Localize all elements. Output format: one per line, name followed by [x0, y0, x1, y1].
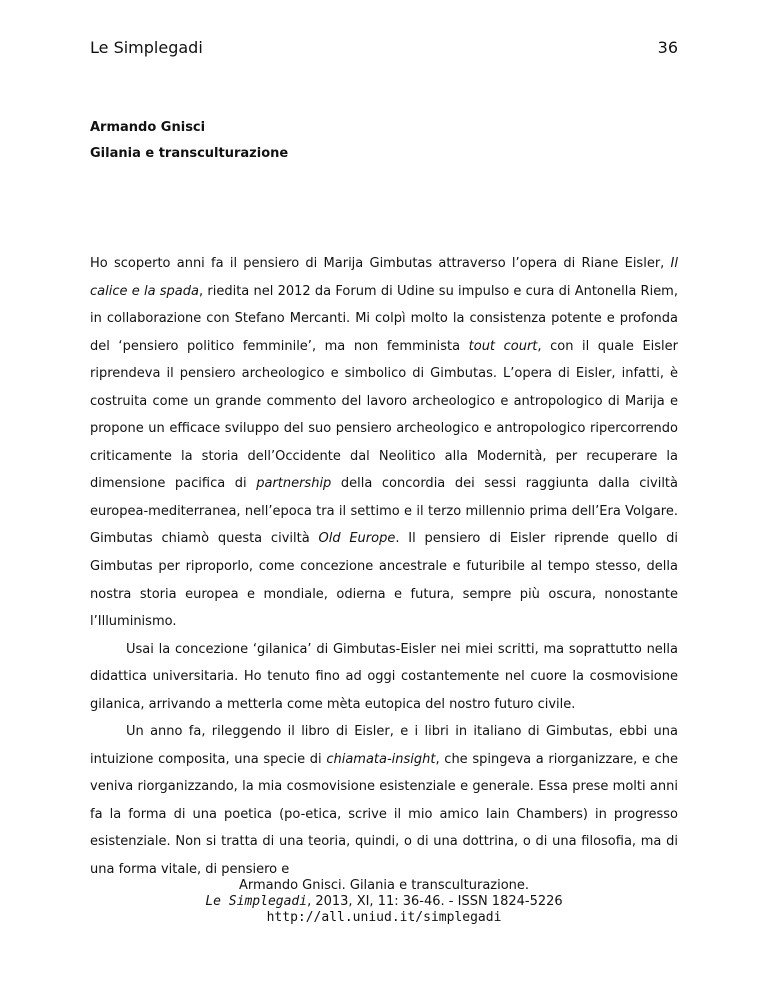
italic-text: Old Europe [318, 531, 396, 547]
paragraph [90, 250, 678, 636]
footer-journal: Le Simplegadi [205, 894, 308, 909]
text-run: , con il quale Eisler riprendeva il pensiero archeologico e simbolico di Gimbutas. L’opera di Eisler, infatti, è costruita come un grande commento del lavoro archeologico e antropologico di Marija e propone un efficace sviluppo del suo pensiero archeologico e antropologico ripercorrendo criticamente la storia dell’Occidente dal Neolitico alla Modernità, per recuperare la dimensione pacifica di [90, 338, 678, 492]
text-run: Usai la concezione ‘gilanica’ di Gimbutas-Eisler nei miei scritti, ma soprattutto nella didattica universitaria. Ho tenuto fino ad oggi costantemente nel cuore la cosmovisione gilanica, arrivando a metterla come mèta eutopica del nostro futuro civile. [90, 641, 678, 712]
page-footer [90, 878, 678, 926]
footer-citation: Armando Gnisci. Gilania e transculturazione. [238, 878, 530, 893]
running-title: Le Simplegadi [90, 38, 203, 57]
text-run: , che spingeva a riorganizzare, e che veniva riorganizzando, la mia cosmovisione esistenziale e generale. Essa prese molti anni fa la forma di una poetica (po-etica, scrive il mio amico Iain Chambers) in progresso esistenziale. Non si tratta di una teoria, quindi, o di una dottrina, o di una filosofia, ma di una forma vitale, di pensiero e [90, 751, 678, 878]
paragraph [90, 718, 678, 883]
italic-text: chiamata-insight [326, 751, 436, 767]
text-run: Ho scoperto anni fa il pensiero di Marija Gimbutas attraverso l’opera di Riane Eisler, [90, 256, 671, 271]
page-header [90, 38, 678, 60]
paragraph [90, 636, 678, 719]
italic-text: tout court [468, 338, 538, 354]
article-author: Armando Gnisci [90, 120, 206, 135]
footer-url[interactable]: http://all.uniud.it/simplegadi [266, 910, 502, 925]
article-body [90, 250, 678, 884]
text-run: Un anno fa, rileggendo il libro di Eisler, e i libri in italiano di Gimbutas, ebbi una intuizione composita, una specie di [90, 724, 678, 767]
footer-details: , 2013, XI, 11: 36-46. - ISSN 1824-5226 [307, 894, 563, 909]
article-title: Gilania e transculturazione [90, 146, 289, 161]
italic-text: Il calice e la spada [90, 256, 678, 299]
text-run: . Il pensiero di Eisler riprende quello di Gimbutas per riproporlo, come concezione ancestrale e futuribile al tempo stesso, della nostra storia europea e mondiale, odierna e futura, sempre più oscura, nonostante l’Illuminismo. [90, 531, 679, 630]
footer-journal-line [90, 894, 678, 910]
text-run: della concordia dei sessi raggiunta dalla civiltà europea-mediterranea, nell’epoca tra il settimo e il terzo millennio prima dell’Era Volgare. Gimbutas chiamò questa civiltà [90, 476, 678, 547]
italic-text: partnership [256, 476, 332, 492]
page-number: 36 [657, 38, 678, 57]
text-run: , riedita nel 2012 da Forum di Udine su impulso e cura di Antonella Riem, in collaborazione con Stefano Mercanti. Mi colpì molto la consistenza potente e profonda del ‘pensiero politico femminile’, ma non femminista [90, 283, 678, 354]
